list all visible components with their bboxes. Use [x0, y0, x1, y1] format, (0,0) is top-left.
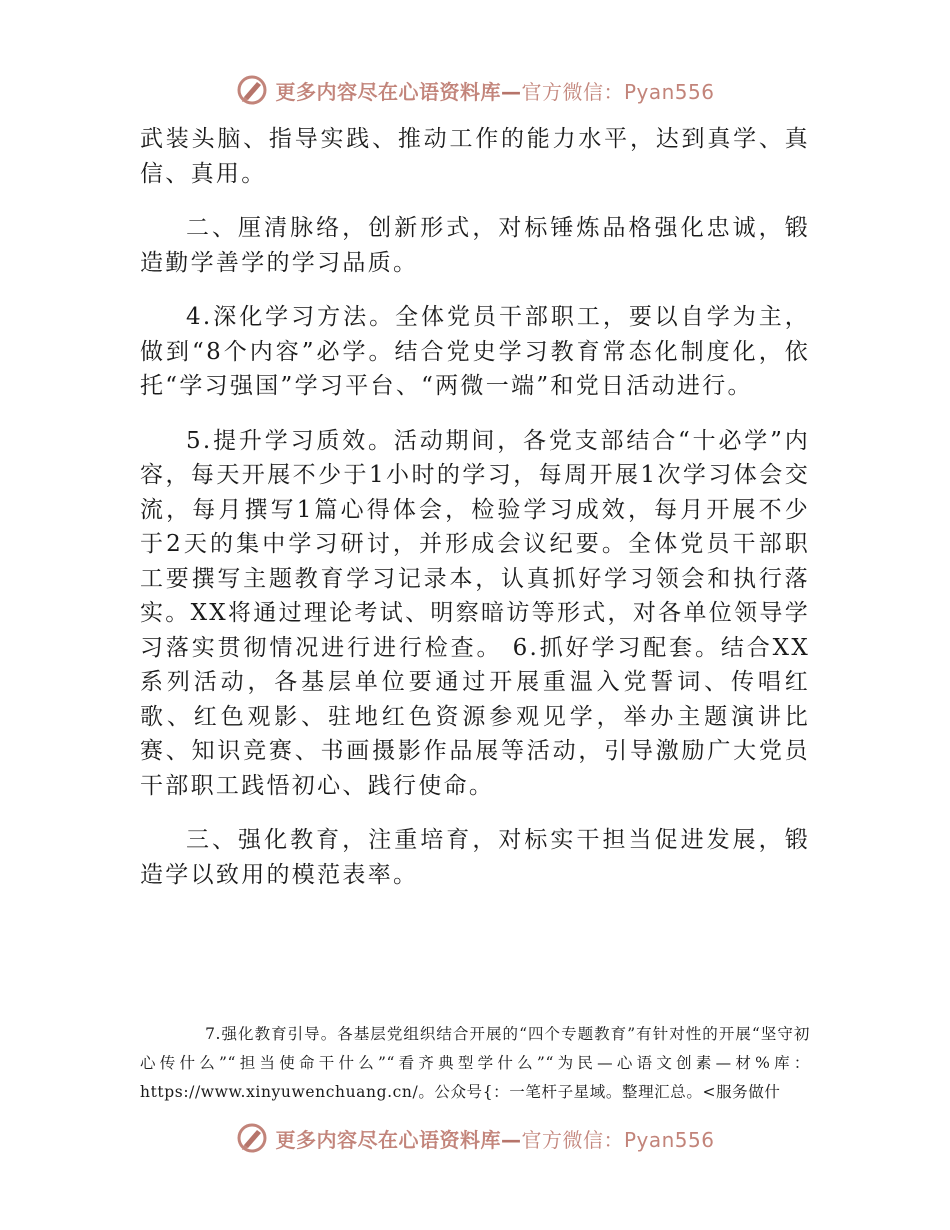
paragraph-item-5-6: 5.提升学习质效。活动期间，各党支部结合“十必学”内容，每天开展不少于1小时的学习，每周开展1次学习体会交流，每月撰写1篇心得体会，检验学习成效，每月开展不少于2天的集中学习研讨，并形成会议纪要。全体党员干部职工要撰写主题教育学习记录本，认真抓好学习领会和执行落实。XX将通过理论考试、明察暗访等形式，对各单位领导学习落实贯彻情况进行进行检查。 6.抓好学习配套。结合XX系列活动，各基层单位要通过开展重温入党誓词、传唱红歌、红色观影、驻地红色资源参观见学，举办主题演讲比赛、知识竞赛、书画摄影作品展等活动，引导激励广大党员干部职工践悟初心、践行使命。 [140, 427, 810, 799]
pen-logo-icon [235, 73, 269, 107]
banner-wechat: 官方微信：Pyan556 [521, 79, 715, 104]
banner-dash: — [500, 79, 522, 104]
banner-dash: — [500, 1127, 522, 1152]
banner-wechat: 官方微信：Pyan556 [521, 1127, 715, 1152]
header-banner [0, 70, 950, 110]
paragraph-item-4: 4.深化学习方法。全体党员干部职工，要以自学为主，做到“8个内容”必学。结合党史学习教育常态化制度化，依托“学习强国”学习平台、“两微一端”和党日活动进行。 [140, 304, 810, 399]
banner-text [275, 76, 714, 105]
section-heading-2: 二、厘清脉络，创新形式，对标锤炼品格强化忠诚，锻造勤学善学的学习品质。 [140, 215, 810, 276]
pen-logo-icon [235, 1121, 269, 1155]
banner-title: 更多内容尽在心语资料库 [275, 79, 501, 104]
paragraph-continuation: 武装头脑、指导实践、推动工作的能力水平，达到真学、真信、真用。 [140, 126, 810, 187]
banner-text [275, 1124, 714, 1153]
footer-banner [0, 1118, 950, 1158]
paragraph-item-7: 7.强化教育引导。各基层党组织结合开展的“四个专题教育”有针对性的开展“坚守初心传什么”“担当使命干什么”“看齐典型学什么”“为民—心语文创素—材%库：https://www.xinyuwenchuang.cn/。公众号{：一笔杆子星域。整理汇总。<服务做什 [140, 1025, 810, 1101]
section-heading-3: 三、强化教育，注重培育，对标实干担当促进发展，锻造学以致用的模范表率。 [140, 827, 810, 888]
document-body [140, 122, 810, 912]
banner-title: 更多内容尽在心语资料库 [275, 1127, 501, 1152]
